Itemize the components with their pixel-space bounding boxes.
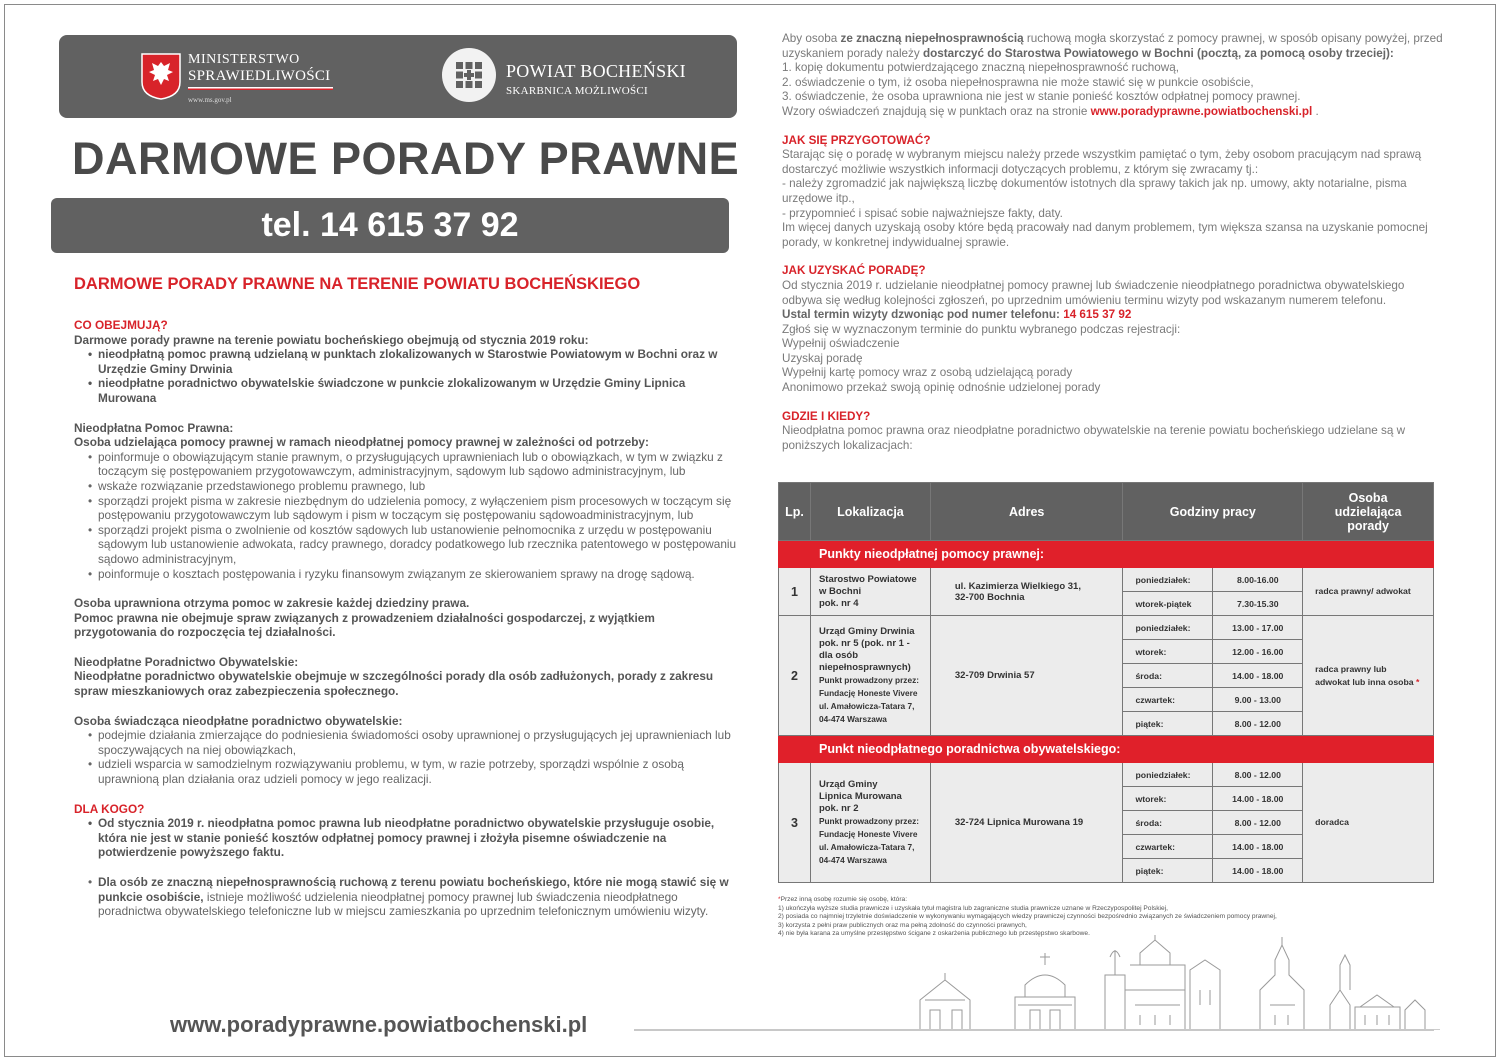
call-line: Ustal termin wizyty dzwoniąc pod numer telefonu: 14 615 37 92 (782, 308, 1132, 322)
step-line: Zgłoś się w wyznaczonym terminie do punktu wybranego podczas rejestracji: (782, 322, 1181, 336)
powiat-emblem-icon (442, 48, 496, 102)
step-line: Wypełnij kartę pomocy wraz z osobą udzielającą porady (782, 366, 1073, 380)
footnote-intro: *Przez inną osobę rozumie się osobę, która: (778, 896, 908, 903)
phone-banner: tel. 14 615 37 92 (51, 198, 729, 253)
website-url[interactable]: www.poradyprawne.powiatbochenski.pl (170, 1012, 588, 1037)
left-column (74, 318, 739, 919)
zakres-text-1: Osoba uprawniona otrzyma pomoc w zakresie każdej dziedziny prawa. (74, 596, 470, 611)
right-column (782, 32, 1447, 453)
prepare-end: Im więcej danych uzyskają osoby które będą pracowały nad danym problemem, tym większa szansa na uzyskanie pomocnej porady, w konkretnej indywidualnej sprawie. (782, 221, 1428, 249)
ms-url: www.ms.gov.pl (188, 96, 232, 104)
doc-list-item: 2. oświadczenie o tym, iż osoba niepełnosprawna nie może stawić się w punkcie osobiście, (782, 75, 1254, 89)
table-row: piątek: 14.00 - 18.00 (779, 859, 1434, 883)
list-item: • podejmie działania zmierzające do podniesienia świadomości osoby uprawnionej o przysługujących jej uprawnieniach lub spoczywających na niej obowiązkach, (88, 728, 731, 757)
disability-paragraph: Aby osoba ze znaczną niepełnosprawnością ruchową mogła skorzystać z pomocy prawnej, w sposób opisany powyżej, przed uzyskaniem porady należy dostarczyć do Starostwa Powiatowego w Bochni (pocztą, za pomocą osoby trzeciej): (782, 32, 1443, 60)
templates-note: Wzory oświadczeń znajdują się w punktach oraz na stronie www.poradyprawne.powiatbochenski.pl . (782, 104, 1319, 118)
header-adres: Adres (930, 483, 1123, 541)
list-item: • nieodpłatną pomoc prawną udzielaną w punktach zlokalizowanych w Starostwie Powiatowym w Bochni oraz w Urzędzie Gminy Drwinia (88, 347, 718, 376)
advisor-cell: doradca (1303, 763, 1434, 883)
table-row: środa: 14.00 - 18.00 (779, 664, 1434, 688)
co-intro: Darmowe porady prawne na terenie powiatu bocheńskiego obejmują od stycznia 2019 roku: (74, 332, 589, 347)
section-row: Punkt nieodpłatnego poradnictwa obywatelskiego: (779, 736, 1434, 763)
section-heading-gdzie-i-kiedy: GDZIE I KIEDY? (782, 409, 871, 423)
where-text: Nieodpłatna pomoc prawna oraz nieodpłatne poradnictwo obywatelskie na terenie powiatu bocheńskiego udzielane są w poniższych lokalizacjach: (782, 424, 1406, 452)
location-cell: Starostwo Powiatowe w Bochni pok. nr 4 (810, 568, 930, 616)
list-item: • wskaże rozwiązanie przedstawionego problemu prawnego, lub (88, 478, 426, 493)
ms-line1: MINISTERSTWO (188, 52, 300, 67)
section-heading-jak-sie-przygotowac: JAK SIĘ PRZYGOTOWAĆ? (782, 133, 931, 147)
location-cell: Urząd Gminy Lipnica Murowana pok. nr 2 Punkt prowadzony przez: Fundację Honeste Vivere ul. Amałowicza-Tatara 7, 04-474 Warszawa (810, 763, 930, 883)
table-row: środa: 8.00 - 12.00 (779, 811, 1434, 835)
address-cell: ul. Kazimierza Wielkiego 31, 32-700 Bochnia (930, 568, 1123, 616)
list-item: • sporządzi projekt pisma o zwolnienie od kosztów sądowych lub ustanowienie pełnomocnika z urzędu w postępowaniu sądowym lub ustanowienie adwokata, radcy prawnego, doradcy podatkowego lub rzecznika patentowego w postępowaniu sądowo administracyjnym, (88, 522, 737, 566)
header-godziny: Godziny pracy (1123, 483, 1303, 541)
footnote (778, 896, 1277, 939)
list-item: • Od stycznia 2019 r. nieodpłatna pomoc prawna lub nieodpłatne poradnictwo obywatelskie przysługuje osobie, która nie jest w stanie ponieść kosztów odpłatnej pomocy prawnej i złożyła pisemne oświadczenie na potwierdzenie powyższego faktu. (88, 816, 715, 860)
footnote-item: 1) ukończyła wyższe studia prawnicze i uzyskała tytuł magistra lub zagraniczne studia prawnicze uznane w Rzeczypospolitej Polskiej, (778, 904, 1168, 912)
table-header-row (779, 483, 1434, 541)
npo-heading: Nieodpłatne Poradnictwo Obywatelskie: (74, 654, 299, 669)
footnote-item: 3) korzysta z pełni praw publicznych oraz ma pełną zdolność do czynności prawnych, (778, 921, 1027, 929)
list-item: • udzieli wsparcia w samodzielnym rozwiązywaniu problemu, w tym, w razie potrzeby, sporządzi wspólnie z osobą uprawnioną plan działania oraz udzieli pomocy w jego realizacji. (88, 757, 684, 787)
phone-number[interactable]: 14 615 37 92 (1063, 308, 1132, 322)
advisor-cell: radca prawny/ adwokat (1303, 568, 1434, 616)
list-item: • sporządzi projekt pisma w zakresie niezbędnym do udzielenia pomocy, z wyłączeniem pism procesowych w toczącym się postępowaniu przygotowawczym lub sądowym i pism w toczącym się postępowaniu sądowoadministracyjnym, lub (88, 493, 732, 523)
polish-eagle-icon (140, 52, 182, 100)
list-item: • poinformuje o obowiązującym stanie prawnym, o przysługujących uprawnieniach lub o obowiązkach, w tym w związku z toczącym się postępowaniem przygotowawczym, administracyjnym, sądowym lub sądowo administracyjnym, lub (88, 449, 723, 479)
list-item: • Dla osób ze znaczną niepełnosprawnością ruchową z terenu powiatu bocheńskiego, które nie mogą stawić się w punkcie osobiście, istnieje możliwość udzielenia nieodpłatnej pomocy prawnej lub świadczenia nieodpłatnego poradnictwa obywatelskiego telefoniczne lub w miejscu zamieszkania po uprzednim telefonicznym umówieniu wizyty. (88, 875, 729, 919)
pb-line1: POWIAT BOCHEŃSKI (506, 61, 686, 81)
divider-line (634, 1029, 1434, 1031)
prepare-text: Starając się o poradę w wybranym miejscu należy przede wszystkim pamiętać o tym, żeby osobom pracującym nad sprawą dostarczyć możliwie wszystkich informacji dotyczących problemu, z którym się zwracamy tj.: (782, 148, 1422, 176)
section-heading-co-obejmuja: CO OBEJMUJĄ? (74, 318, 168, 332)
ms-logo-text (188, 52, 333, 104)
step-line: Uzyskaj poradę (782, 351, 863, 365)
sub-title: DARMOWE PORADY PRAWNE NA TERENIE POWIATU BOCHEŃSKIEGO (74, 275, 641, 293)
table-row: 2 Urząd Gminy Drwinia pok. nr 5 (pok. nr 1 - dla osób niepełnosprawnych) Punkt prowadzony przez: Fundację Honeste Vivere ul. Amałowicza-Tatara 7, 04-474 Warszawa 32-709 Drwinia 57 poniedziałek: 13.00 - 17.00 radca prawny lub adwokat lub inna osoba * (779, 616, 1434, 640)
table-row: czwartek: 14.00 - 18.00 (779, 835, 1434, 859)
section-heading-jak-uzyskac: JAK UZYSKAĆ PORADĘ? (782, 264, 926, 278)
header-lp: Lp. (779, 483, 811, 541)
npo-text: Nieodpłatne poradnictwo obywatelskie obejmuje w szczególności porady dla osób zadłużonych, porady z zakresu spraw mieszkaniowych oraz zabezpieczenia społecznego. (74, 669, 714, 699)
step-line: Anonimowo przekaż swoją opinię odnośnie udzielonej porady (782, 381, 1101, 395)
zakres-text-2: Pomoc prawna nie obejmuje spraw związanych z prowadzeniem działalności gospodarczej, z wyjątkiem przygotowania do rozpoczęcia tej działalności. (74, 610, 655, 640)
section-heading-dla-kogo: DLA KOGO? (74, 801, 145, 816)
footnote-item: 4) nie była karana za umyślne przestępstwo ścigane z oskarżenia publicznego lub przestępstwo skarbowe. (778, 930, 1090, 938)
ms-line2: SPRAWIEDLIWOŚCI (188, 68, 331, 84)
list-item: • nieodpłatne poradnictwo obywatelskie świadczone w punkcie zlokalizowanym w Urzędzie Gminy Lipnica Murowana (88, 376, 686, 405)
location-cell: Urząd Gminy Drwinia pok. nr 5 (pok. nr 1 - dla osób niepełnosprawnych) Punkt prowadzony przez: Fundację Honeste Vivere ul. Amałowicza-Tatara 7, 04-474 Warszawa (810, 616, 930, 736)
table-row: 3 Urząd Gminy Lipnica Murowana pok. nr 2 Punkt prowadzony przez: Fundację Honeste Vivere ul. Amałowicza-Tatara 7, 04-474 Warszawa 32-724 Lipnica Murowana 19 poniedziałek: 8.00 - 12.00 doradca (779, 763, 1434, 787)
table-row: piątek: 8.00 - 12.00 (779, 712, 1434, 736)
main-title: DARMOWE PORADY PRAWNE (72, 133, 740, 184)
footnote-item: 2) posiada co najmniej trzyletnie doświadczenie w wykonywaniu wymagających wiedzy prawniczej czynności bezpośrednio związanych ze świadczeniem pomocy prawnej, (778, 913, 1277, 921)
doc-list-item: 1. kopię dokumentu potwierdzającego znaczną niepełnosprawność ruchową, (782, 61, 1179, 75)
powiat-logo-text (506, 61, 686, 97)
obtain-text: Od stycznia 2019 r. udzielanie nieodpłatnej pomocy prawnej lub świadczenie nieodpłatnego poradnictwa obywatelskiego odbywa się według kolejności zgłoszeń, po uprzednim umówieniu terminu wizyty pod wskazanym numerem telefonu. (782, 278, 1405, 307)
table-row: 1 Starostwo Powiatowe w Bochni pok. nr 4 ul. Kazimierza Wielkiego 31, 32-700 Bochnia poniedziałek: 8.00-16.00 radca prawny/ adwokat (779, 568, 1434, 592)
npp-intro: Osoba udzielająca pomocy prawnej w ramach nieodpłatnej pomocy prawnej w zależności od potrzeby: (74, 435, 649, 450)
address-cell: 32-709 Drwinia 57 (930, 616, 1123, 736)
pb-line2: SKARBNICA MOŻLIWOŚCI (506, 85, 648, 97)
header-lokalizacja: Lokalizacja (810, 483, 930, 541)
os-heading: Osoba świadcząca nieodpłatne poradnictwo obywatelskie: (74, 713, 403, 728)
header-osoba: Osoba udzielająca porady (1303, 483, 1434, 541)
list-item: • poinformuje o kosztach postępowania i ryzyku finansowym związanym ze skierowaniem sprawy na drogę sądową. (88, 566, 695, 581)
table-row: wtorek-piątek 7.30-15.30 (779, 592, 1434, 616)
address-cell: 32-724 Lipnica Murowana 19 (930, 763, 1123, 883)
website-link[interactable]: www.poradyprawne.powiatbochenski.pl (1090, 104, 1313, 118)
npp-heading: Nieodpłatna Pomoc Prawna: (74, 420, 234, 435)
step-line: Wypełnij oświadczenie (782, 337, 900, 351)
section-row: Punkty nieodpłatnej pomocy prawnej: (779, 541, 1434, 568)
prepare-item: - przypomnieć i spisać sobie najważniejsze fakty, daty. (782, 206, 1063, 220)
town-skyline-icon (900, 935, 1440, 1030)
table-row: czwartek: 9.00 - 13.00 (779, 688, 1434, 712)
ms-flag-stripe (188, 87, 333, 90)
advisor-cell: radca prawny lub adwokat lub inna osoba * (1303, 616, 1434, 736)
table-row: wtorek: 12.00 - 16.00 (779, 640, 1434, 664)
doc-list-item: 3. oświadczenie, że osoba uprawniona nie jest w stanie ponieść kosztów odpłatnej pomocy prawnej. (782, 90, 1301, 104)
locations-table (778, 482, 1434, 883)
table-row: wtorek: 14.00 - 18.00 (779, 787, 1434, 811)
prepare-item: - należy zgromadzić jak największą liczbę dokumentów istotnych dla sprawy takich jak np. umowy, akty notarialne, pisma urzędowe itp., (782, 177, 1407, 205)
